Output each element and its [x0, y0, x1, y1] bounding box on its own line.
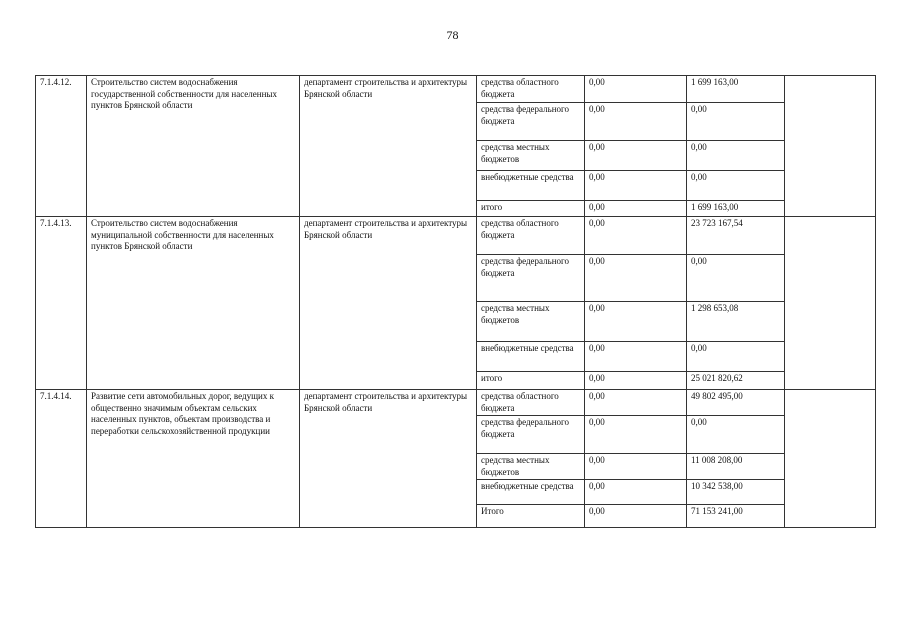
value-cell: 0,00	[585, 76, 687, 103]
value-cell: 0,00	[687, 255, 785, 302]
funding-source: средства федерального бюджета	[477, 255, 585, 302]
funding-source: средства федерального бюджета	[477, 103, 585, 141]
value-cell: 0,00	[585, 342, 687, 372]
value-cell: 0,00	[585, 416, 687, 454]
table-row	[36, 217, 876, 255]
value-cell: 0,00	[585, 255, 687, 302]
item-code: 7.1.4.14.	[36, 390, 87, 528]
value-cell: 0,00	[585, 505, 687, 528]
table-row	[36, 390, 876, 416]
value-cell: 0,00	[687, 171, 785, 201]
empty-cell	[785, 390, 876, 528]
value-cell: 25 021 820,62	[687, 372, 785, 390]
item-executor: департамент строительства и архитектуры Брянской области	[300, 76, 477, 217]
value-cell: 0,00	[585, 201, 687, 217]
value-cell: 0,00	[585, 103, 687, 141]
value-cell: 71 153 241,00	[687, 505, 785, 528]
funding-source: внебюджетные средства	[477, 171, 585, 201]
page-number: 78	[446, 28, 459, 42]
value-cell: 1 298 653,08	[687, 302, 785, 342]
funding-source: средства местных бюджетов	[477, 302, 585, 342]
funding-source: внебюджетные средства	[477, 342, 585, 372]
value-cell: 0,00	[585, 302, 687, 342]
item-code: 7.1.4.13.	[36, 217, 87, 390]
value-cell: 0,00	[585, 454, 687, 480]
value-cell: 0,00	[585, 390, 687, 416]
budget-table	[35, 75, 876, 528]
value-cell: 0,00	[585, 141, 687, 171]
item-name: Строительство систем водоснабжения государственной собственности для населенных пунктов Брянской области	[87, 76, 300, 217]
value-cell: 49 802 495,00	[687, 390, 785, 416]
item-name: Строительство систем водоснабжения муниципальной собственности для населенных пунктов Брянской области	[87, 217, 300, 390]
value-cell: 0,00	[585, 217, 687, 255]
value-cell: 0,00	[687, 103, 785, 141]
funding-source: средства областного бюджета	[477, 217, 585, 255]
value-cell: 0,00	[687, 342, 785, 372]
item-name: Развитие сети автомобильных дорог, ведущих к общественно значимым объектам сельских населенных пунктов, объектам производства и переработки сельскохозяйственной продукции	[87, 390, 300, 528]
item-executor: департамент строительства и архитектуры Брянской области	[300, 390, 477, 528]
value-cell: 0,00	[687, 141, 785, 171]
funding-source: средства местных бюджетов	[477, 454, 585, 480]
funding-source: средства областного бюджета	[477, 76, 585, 103]
funding-source: итого	[477, 201, 585, 217]
value-cell: 0,00	[585, 372, 687, 390]
funding-source: внебюджетные средства	[477, 480, 585, 505]
item-executor: департамент строительства и архитектуры Брянской области	[300, 217, 477, 390]
item-code: 7.1.4.12.	[36, 76, 87, 217]
table-row	[36, 76, 876, 103]
value-cell: 23 723 167,54	[687, 217, 785, 255]
funding-source: средства местных бюджетов	[477, 141, 585, 171]
funding-source: средства областного бюджета	[477, 390, 585, 416]
funding-source: средства федерального бюджета	[477, 416, 585, 454]
funding-source: Итого	[477, 505, 585, 528]
table-body	[36, 76, 876, 528]
value-cell: 0,00	[585, 171, 687, 201]
value-cell: 1 699 163,00	[687, 201, 785, 217]
value-cell: 11 008 208,00	[687, 454, 785, 480]
value-cell: 0,00	[687, 416, 785, 454]
funding-source: итого	[477, 372, 585, 390]
value-cell: 10 342 538,00	[687, 480, 785, 505]
empty-cell	[785, 217, 876, 390]
empty-cell	[785, 76, 876, 217]
value-cell: 0,00	[585, 480, 687, 505]
value-cell: 1 699 163,00	[687, 76, 785, 103]
